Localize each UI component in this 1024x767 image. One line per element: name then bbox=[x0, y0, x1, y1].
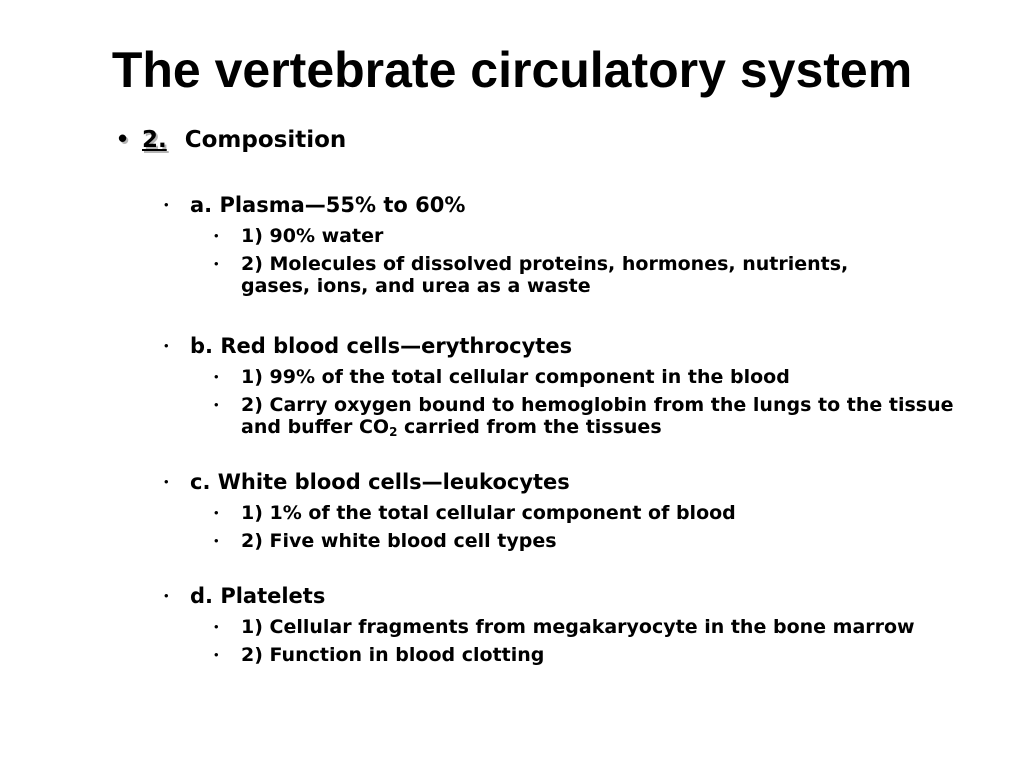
section-white-blood-cells bbox=[158, 468, 941, 552]
section-heading: • c. White blood cells—leukocytes bbox=[164, 470, 570, 494]
list-item: • 1) Cellular fragments from megakaryocyte in the bone marrow bbox=[214, 616, 915, 638]
bullet-dot-icon: • bbox=[164, 474, 169, 489]
list-item: • 2) Function in blood clotting bbox=[214, 644, 545, 666]
section-platelets bbox=[158, 582, 961, 666]
list-item: • 2) Five white blood cell types bbox=[214, 530, 557, 552]
bullet-dot-icon: • bbox=[214, 533, 219, 548]
section-red-blood-cells bbox=[158, 332, 961, 443]
section-plasma bbox=[158, 191, 941, 297]
bullet-dot-icon: • bbox=[164, 588, 169, 603]
section-heading: • a. Plasma—55% to 60% bbox=[164, 193, 466, 217]
slide-title: The vertebrate circulatory system bbox=[111, 42, 913, 98]
bullet-number: 2. bbox=[142, 127, 167, 153]
list-item: • 1) 99% of the total cellular component in the blood bbox=[214, 366, 790, 388]
list-item: • 1) 1% of the total cellular component of blood bbox=[214, 502, 736, 524]
bullet-dot-icon: • bbox=[214, 505, 219, 520]
list-item: • 2) Molecules of dissolved proteins, hormones, nutrients, gases, ions, and urea as a waste bbox=[214, 253, 849, 297]
bullet-dot-icon: • bbox=[164, 197, 169, 212]
bullet-dot-icon: • bbox=[214, 228, 219, 243]
bullet-dot-icon: • bbox=[118, 123, 128, 153]
bullet-dot-icon: • bbox=[214, 369, 219, 384]
bullet-composition bbox=[118, 122, 346, 156]
subscript: 2 bbox=[389, 425, 398, 439]
bullet-dot-icon: • bbox=[164, 338, 169, 353]
section-heading: • b. Red blood cells—erythrocytes bbox=[164, 334, 573, 358]
bullet-dot-icon: • bbox=[214, 647, 219, 662]
bullet-label: Composition bbox=[184, 127, 347, 153]
list-item: • 1) 90% water bbox=[214, 225, 384, 247]
bullet-dot-icon: • bbox=[214, 397, 219, 412]
section-heading: • d. Platelets bbox=[164, 584, 326, 608]
bullet-dot-icon: • bbox=[214, 256, 219, 271]
list-item: • 2) Carry oxygen bound to hemoglobin from the lungs to the tissue and buffer $CO_2$ carried from the tissues bbox=[214, 394, 954, 439]
bullet-dot-icon: • bbox=[214, 619, 219, 634]
